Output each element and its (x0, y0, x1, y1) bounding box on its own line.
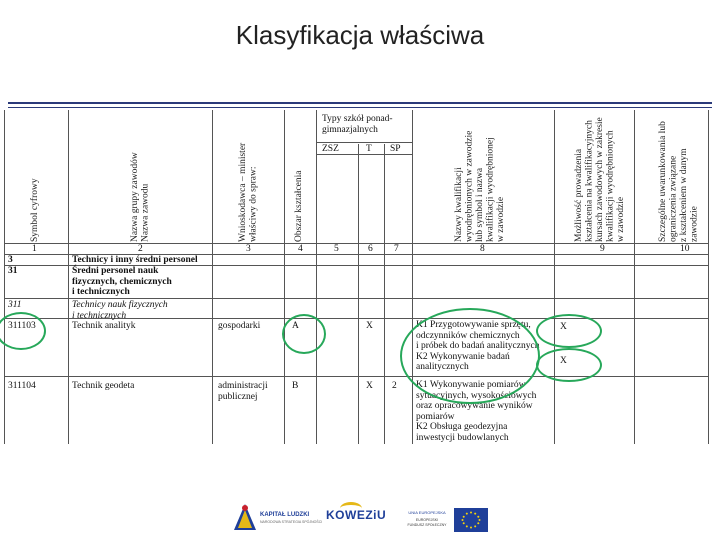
kapital-ludzki-logo (232, 502, 323, 536)
occupation-qualifications: K1 Wykonywanie pomiarów sytuacyjnych, wysokościowych oraz opracowywanie wyników pomiarów K2 Obsługa geodezyjna inwestycji budowlanych (416, 380, 537, 443)
occupation-t: X (366, 381, 373, 391)
group-name: Technicy i inny średni personel (72, 255, 198, 265)
col-number: 1 (32, 244, 37, 254)
highlight-circle-area (282, 314, 326, 354)
koweziu-logo (326, 508, 394, 534)
occupation-name: Technik analityk (72, 321, 136, 331)
occupation-course-x: X (560, 356, 567, 366)
occupation-area: B (292, 381, 299, 391)
group-name: Technicy nauk fizycznych i technicznych (72, 300, 168, 321)
header-sp: SP (390, 144, 401, 154)
eu-flag-icon (454, 508, 488, 532)
header-minister: Wnioskodawca – minister właściwy do spraw: (238, 142, 259, 242)
header-symbol: Symbol cyfrowy (30, 178, 40, 242)
header-school-types: Typy szkół ponad- gimnazjalnych (322, 114, 393, 135)
occupation-t: X (366, 321, 373, 331)
occupation-name: Technik geodeta (72, 381, 135, 391)
col-number: 5 (334, 244, 339, 254)
col-number: 10 (680, 244, 690, 254)
header-area: Obszar kształcenia (294, 170, 304, 242)
eu-text: UNIA EUROPEJSKA (408, 510, 446, 515)
koweziu-text: KOWEZiU (326, 508, 387, 522)
occupation-course-x: X (560, 322, 567, 332)
slide-title: Klasyfikacja właściwa (235, 20, 485, 50)
header-limits: Szczególne uwarunkowania lub ograniczenia związane z kształceniem w danym zawodzie (658, 121, 700, 242)
kapital-ludzki-text: KAPITAŁ LUDZKI (260, 512, 310, 518)
occupation-minister: gospodarki (218, 321, 261, 331)
header-zsz: ZSZ (322, 144, 339, 154)
header-t: T (366, 144, 372, 154)
col-number: 6 (368, 244, 373, 254)
header-courses: Możliwość prowadzenia kształcenia na kwalifikacyjnych kursach zawodowych w zakresie kwalifikacji wyodrębnionych w zawodzie (574, 117, 626, 242)
occupation-code: 311104 (8, 381, 36, 391)
eu-subtext: EUROPEJSKI FUNDUSZ SPOŁECZNY (407, 518, 447, 527)
col-number: 4 (298, 244, 303, 254)
highlight-circle-code (0, 312, 46, 350)
col-number: 2 (138, 244, 143, 254)
highlight-circle-course-1 (536, 314, 602, 348)
occupation-sp: 2 (392, 381, 397, 391)
col-number: 7 (394, 244, 399, 254)
kapital-ludzki-subtext: NARODOWA STRATEGIA SPÓJNOŚCI (260, 520, 323, 524)
group-code: 3 (8, 255, 13, 265)
kapital-ludzki-emblem (232, 502, 258, 532)
occupation-minister: administracji publicznej (218, 381, 268, 402)
col-number: 8 (480, 244, 485, 254)
highlight-circle-course-2 (536, 348, 602, 382)
group-code: 31 (8, 266, 18, 276)
group-code: 311 (8, 300, 22, 310)
highlight-circle-qualifications (400, 308, 540, 404)
group-name: Średni personel nauk fizycznych, chemicznych i technicznych (72, 266, 172, 297)
header-name: Nazwa grupy zawodów Nazwa zawodu (130, 152, 151, 242)
col-number: 3 (246, 244, 251, 254)
occupation-area: A (292, 321, 299, 331)
eu-logo (404, 508, 490, 538)
koweziu-arc (340, 502, 362, 515)
header-qualifications: Nazwy kwalifikacji wyodrębnionych w zawodzie lub symbol i nazwa kwalifikacji wyodrębnionej w zawodzie (454, 130, 506, 242)
col-number: 9 (600, 244, 605, 254)
occupation-qualifications: K1 Przygotowywanie sprzętu, odczynników chemicznych i próbek do badań analitycznych K2 Wykonywanie badań analitycznych (416, 320, 540, 372)
classification-table (4, 104, 714, 444)
occupation-code: 311103 (8, 321, 36, 331)
